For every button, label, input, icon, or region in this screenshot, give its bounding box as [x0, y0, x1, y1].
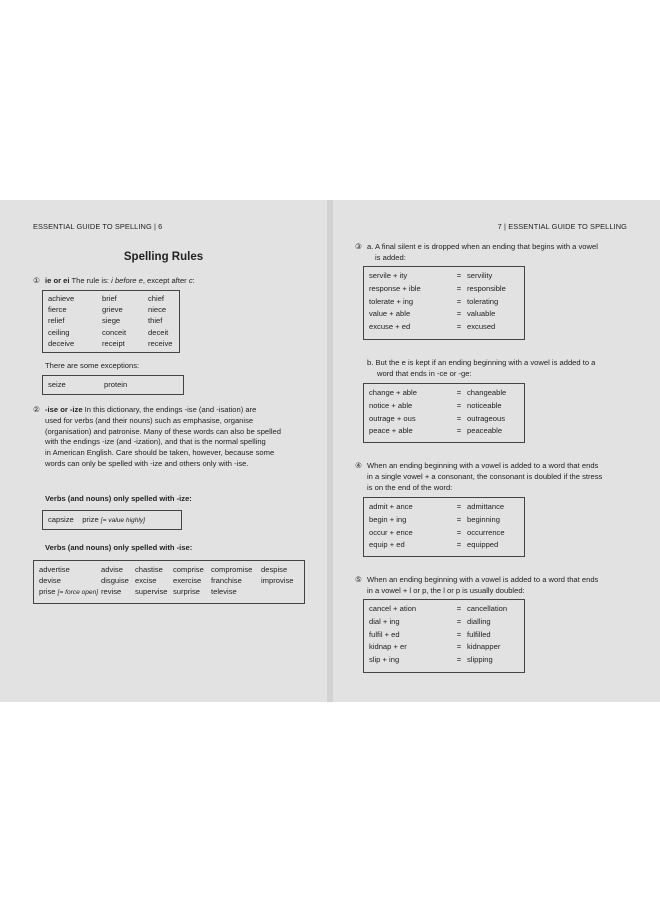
table-cell: = [456, 655, 462, 665]
table-cell: excuse + ed [369, 322, 411, 332]
table-cell: slipping [467, 655, 493, 665]
rule-2-label: -ise or -ize [45, 405, 83, 414]
word: deceive [48, 338, 75, 348]
rule-3a-table [363, 266, 525, 340]
table-cell: = [456, 514, 462, 524]
rule-3-number: ③ [355, 242, 362, 251]
word: franchise [211, 576, 242, 585]
rule-1-label: ie or ei [45, 276, 70, 285]
table-cell: outrageous [467, 413, 505, 423]
table-cell: responsible [467, 283, 506, 293]
right-page [333, 200, 660, 702]
exceptions-box [42, 375, 184, 395]
word: deceit [148, 327, 169, 337]
table-cell: peace + able [369, 426, 413, 436]
rule-1-except-after: , except after [142, 276, 189, 285]
table-cell: response + ible [369, 283, 421, 293]
table-cell: = [456, 540, 462, 550]
table-cell: = [456, 388, 462, 397]
word: fierce [48, 305, 67, 315]
word-text: prise [39, 587, 56, 596]
table-cell: cancellation [467, 604, 508, 613]
table-cell: = [456, 322, 462, 332]
rule-1-text [33, 276, 313, 287]
table-cell: peaceable [467, 426, 503, 436]
rule-2-line: words can only be spelled with -ize and others only with -ise. [45, 458, 249, 468]
table-cell: = [456, 271, 462, 280]
rule-4-line: is on the end of the word: [367, 482, 453, 492]
rule-2-line: In this dictionary, the endings -ise (and -isation) are [82, 405, 257, 414]
word: compromise [211, 565, 253, 574]
table-cell: = [456, 283, 462, 293]
word: comprise [173, 565, 204, 574]
table-cell: = [456, 400, 462, 410]
rule-3a-line: is added: [375, 252, 406, 262]
table-cell: tolerate + ing [369, 296, 414, 306]
rule-1-i-before-e: i before e [111, 276, 143, 285]
word: receive [148, 338, 173, 348]
word: achieve [48, 294, 75, 303]
rule-2-line: (organisation) and patronise. Many of these words can also be spelled [45, 426, 281, 436]
table-cell: value + able [369, 309, 411, 319]
table-cell: = [456, 604, 462, 613]
word: devise [39, 576, 61, 585]
book-spread [0, 200, 660, 702]
table-cell: dialling [467, 616, 491, 626]
table-cell: = [456, 502, 462, 511]
table-cell: = [456, 413, 462, 423]
table-cell: fulfil + ed [369, 629, 400, 639]
table-cell: cancel + ation [369, 604, 417, 613]
rule-2-line: used for verbs (and their nouns) such as emphasise, organise [45, 415, 254, 425]
rule-3b-line: b. But the e is kept if an ending beginning with a vowel is added to a [367, 358, 596, 367]
word: improvise [261, 576, 294, 585]
word: ceiling [48, 327, 70, 337]
word: relief [48, 316, 65, 326]
rule-3b-text [367, 358, 652, 380]
ie-ei-word-box [42, 290, 180, 353]
word: advertise [39, 565, 70, 574]
rule-5-line: When an ending beginning with a vowel is added to a word that ends [367, 575, 599, 584]
table-cell: occur + ence [369, 527, 413, 537]
word: excise [135, 576, 157, 585]
ize-heading: Verbs (and nouns) only spelled with -ize: [45, 494, 192, 503]
table-cell: servile + ity [369, 271, 408, 280]
word: brief [102, 294, 117, 303]
left-page [0, 200, 327, 702]
ize-box [42, 510, 182, 530]
word: chastise [135, 565, 163, 574]
word: siege [102, 316, 121, 326]
rule-1-c: c [188, 276, 193, 285]
rule-4-line: When an ending beginning with a vowel is added to a word that ends [367, 461, 599, 470]
table-cell: admit + ance [369, 502, 413, 511]
word: chief [148, 294, 165, 303]
ise-heading: Verbs (and nouns) only spelled with -ise: [45, 543, 193, 552]
word: supervise [135, 587, 168, 596]
word: disguise [101, 576, 129, 585]
table-cell: excused [467, 322, 496, 332]
word: receipt [102, 338, 125, 348]
rule-3a-text [355, 242, 650, 264]
table-cell: = [456, 426, 462, 436]
word: televise [211, 587, 237, 596]
table-cell: changeable [467, 388, 507, 397]
table-cell: slip + ing [369, 655, 400, 665]
word: exercise [173, 576, 202, 585]
table-cell: begin + ing [369, 514, 407, 524]
table-cell: kidnapper [467, 642, 501, 652]
word-note: [= value highly] [100, 517, 145, 524]
table-cell: = [456, 642, 462, 652]
rule-3a-line: a. A final silent e is dropped when an ending that begins with a vowel [367, 242, 598, 251]
table-cell: noticeable [467, 400, 502, 410]
rule-3b-table [363, 383, 525, 443]
word: protein [104, 380, 128, 389]
rule-5-line: in a vowel + l or p, the l or p is usually doubled: [367, 585, 525, 595]
word: advise [101, 565, 123, 574]
table-cell: = [456, 629, 462, 639]
word: thief [148, 316, 163, 326]
rule-1-colon: : [192, 276, 195, 285]
word: niece [148, 305, 167, 315]
word: capsize [48, 515, 74, 524]
table-cell: dial + ing [369, 616, 400, 626]
word: revise [101, 587, 122, 596]
table-cell: outrage + ous [369, 413, 416, 423]
rule-4-line: in a single vowel + a consonant, the consonant is doubled if the stress [367, 471, 603, 481]
rule-5-number: ⑤ [355, 575, 362, 584]
table-cell: = [456, 527, 462, 537]
rule-5-text [355, 575, 650, 597]
rule-1-number: ① [33, 276, 40, 285]
table-cell: = [456, 309, 462, 319]
rule-1-body: The rule is: [69, 276, 112, 285]
table-cell: = [456, 616, 462, 626]
table-cell: fulfilled [467, 629, 491, 639]
table-cell: = [456, 296, 462, 306]
rule-4-text [355, 461, 650, 493]
table-cell: admittance [467, 502, 505, 511]
table-cell: beginning [467, 514, 500, 524]
left-page-header: ESSENTIAL GUIDE TO SPELLING | 6 [33, 222, 163, 231]
ise-box [33, 560, 305, 604]
table-cell: occurrence [467, 527, 505, 537]
word: seize [48, 380, 66, 389]
rule-2-number: ② [33, 405, 40, 414]
table-cell: tolerating [467, 296, 499, 306]
rule-3b-line: word that ends in -ce or -ge: [377, 368, 472, 378]
table-cell: valuable [467, 309, 496, 319]
rule-2-line: with the endings -ize (and -ization), and that is the normal spelling [45, 437, 266, 447]
exceptions-intro: There are some exceptions: [45, 361, 140, 370]
word [39, 586, 101, 598]
table-cell: notice + able [369, 400, 413, 410]
word: prize [82, 515, 99, 524]
table-cell: kidnap + er [369, 642, 407, 652]
rule-4-number: ④ [355, 461, 362, 470]
right-page-header: 7 | ESSENTIAL GUIDE TO SPELLING [497, 222, 627, 231]
table-cell: servility [467, 271, 493, 280]
word: despise [261, 565, 288, 574]
page-title: Spelling Rules [123, 251, 204, 263]
table-cell: change + able [369, 388, 417, 397]
word: surprise [173, 587, 201, 596]
table-cell: equipped [467, 540, 499, 550]
rule-2-text [33, 405, 303, 470]
word-note: [= force open] [57, 589, 99, 596]
rule-4-table [363, 497, 525, 557]
word: conceit [102, 327, 127, 337]
rule-5-table [363, 599, 525, 673]
rule-2-line: in American English. Care should be taken, however, because some [45, 448, 275, 458]
table-cell: equip + ed [369, 540, 405, 550]
word: grieve [102, 305, 123, 315]
